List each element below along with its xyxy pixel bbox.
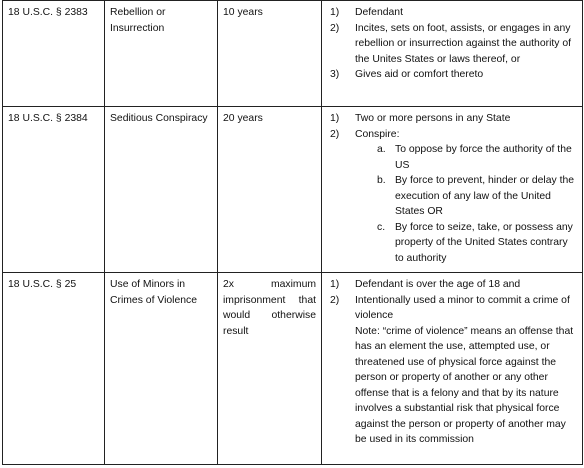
- item-text: Two or more persons in any State: [355, 113, 511, 124]
- list-item: [327, 67, 577, 83]
- list-item: [327, 21, 577, 68]
- statute-citation: 18 U.S.C. § 25: [8, 279, 77, 290]
- elements-cell: [322, 107, 583, 273]
- item-letter: c.: [377, 221, 386, 233]
- offense-cell: [105, 273, 218, 465]
- item-text: Incites, sets on foot, assists, or engages in any rebellion or insurrection against the authority of the Unites States or laws thereof, or: [355, 22, 572, 65]
- table-row: [3, 1, 583, 107]
- list-item: [327, 277, 577, 293]
- offense-cell: [105, 107, 218, 273]
- item-number: 2): [330, 294, 340, 306]
- offense-cell: [105, 1, 218, 107]
- penalty-text: 2x maximum imprisonment that would otherwise result: [223, 279, 316, 337]
- elements-cell: [322, 1, 583, 107]
- offense-name: Use of Minors in Crimes of Violence: [110, 279, 198, 306]
- item-text: To oppose by force the authority of the US: [395, 144, 572, 171]
- list-item: [327, 5, 577, 21]
- sub-list-item: [355, 142, 577, 173]
- table-row: [3, 107, 583, 273]
- item-text: Conspire:: [355, 128, 400, 140]
- sub-elements-list: [355, 142, 577, 266]
- penalty-cell: [218, 107, 322, 273]
- item-number: 1): [330, 7, 340, 18]
- sub-list-item: [355, 173, 577, 220]
- offense-name: Rebellion or Insurrection: [110, 7, 166, 34]
- statute-citation: 18 U.S.C. § 2383: [8, 7, 88, 18]
- item-number: 2): [330, 128, 340, 140]
- item-letter: b.: [377, 175, 386, 186]
- elements-cell: [322, 273, 583, 465]
- item-text: Defendant: [355, 7, 403, 18]
- offense-name: Seditious Conspiracy: [110, 113, 208, 124]
- penalty-cell: [218, 1, 322, 107]
- statute-cell: [3, 1, 105, 107]
- item-number: 3): [330, 69, 340, 80]
- list-item: [327, 111, 577, 127]
- item-text: Gives aid or comfort thereto: [355, 69, 484, 80]
- item-text: By force to prevent, hinder or delay the execution of any law of the United States OR: [395, 175, 575, 217]
- statutes-table: [2, 0, 583, 465]
- list-item: [327, 293, 577, 324]
- item-text: Intentionally used a minor to commit a crime of violence: [355, 294, 570, 321]
- item-number: 1): [330, 279, 340, 290]
- elements-list: [327, 277, 577, 324]
- elements-list: [327, 111, 577, 266]
- penalty-cell: [218, 273, 322, 465]
- sub-list-item: [355, 220, 577, 267]
- definition-note: Note: “crime of violence” means an offense that has an element the use, attempted use, or threatened use of physical force against the person or property of another or any other offense that is a felony and that by its nature involves a substantial risk that physical force against the person or property of another may be used in its commission: [355, 325, 574, 445]
- item-number: 1): [330, 113, 340, 124]
- elements-list: [327, 5, 577, 83]
- list-item: [327, 127, 577, 267]
- statute-cell: [3, 273, 105, 465]
- item-letter: a.: [377, 144, 386, 155]
- penalty-text: 20 years: [223, 113, 263, 124]
- table-row: [3, 273, 583, 465]
- statute-cell: [3, 107, 105, 273]
- item-number: 2): [330, 22, 340, 34]
- statute-citation: 18 U.S.C. § 2384: [8, 113, 88, 124]
- item-text: By force to seize, take, or possess any property of the United States contrary to authority: [395, 221, 573, 264]
- penalty-text: 10 years: [223, 7, 263, 18]
- item-text: Defendant is over the age of 18 and: [355, 279, 521, 290]
